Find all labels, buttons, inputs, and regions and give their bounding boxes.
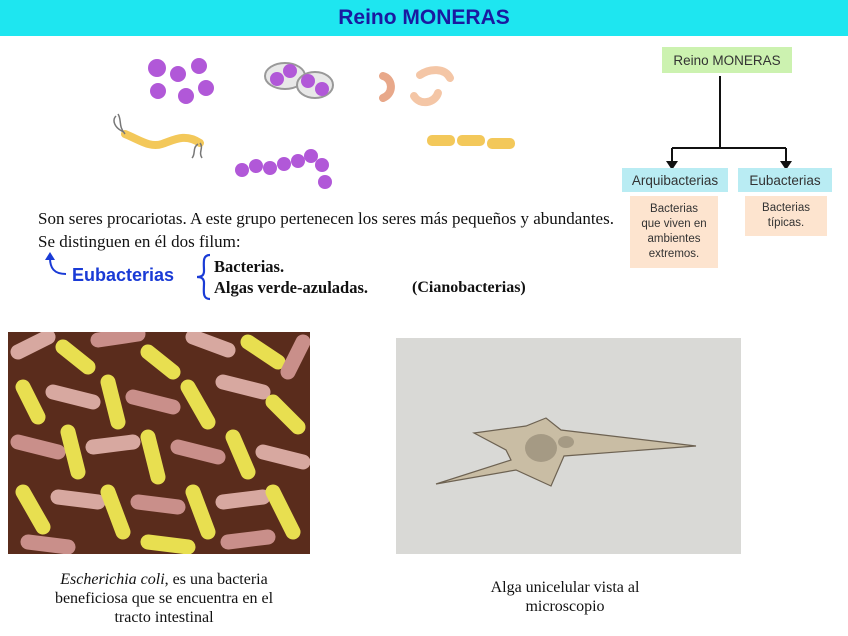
diagram-box-arquibacterias xyxy=(622,168,728,192)
diagram-eubacterias-label: Eubacterias xyxy=(749,172,821,188)
ecoli-caption xyxy=(14,570,314,627)
alga-caption-line-2: microscopio xyxy=(525,598,605,615)
desc-line: que viven en xyxy=(641,218,707,230)
desc-line: Bacterias xyxy=(650,203,698,215)
filum-item-algas: Algas verde-azuladas. xyxy=(214,278,368,297)
desc-line: típicas. xyxy=(767,217,805,229)
page-title: Reino MONERAS xyxy=(338,6,510,29)
ecoli-species: Escherichia coli xyxy=(60,571,165,588)
brace-icon xyxy=(194,253,214,301)
bacilli-chain-icon xyxy=(427,135,515,149)
cianobacterias-note: (Cianobacterias) xyxy=(412,279,526,296)
diagram-connectors xyxy=(600,70,840,180)
diagram-desc-eubacterias xyxy=(745,196,827,236)
desc-line: ambientes xyxy=(647,233,701,245)
alga-caption xyxy=(440,578,690,616)
spirillum-icon xyxy=(114,114,202,158)
filum-item-bacterias: Bacterias. xyxy=(214,257,285,276)
desc-line: Bacterias xyxy=(762,202,810,214)
intro-paragraph: Son seres procariotas. A este grupo pertenecen los seres más pequeños y abundantes. Se distinguen en él dos filum: xyxy=(38,209,614,251)
ecoli-caption-line-2: beneficiosa que se encuentra en el xyxy=(54,590,274,607)
streptococci-icon xyxy=(235,149,332,189)
filum-list xyxy=(214,256,368,298)
alga-caption-line-1: Alga unicelular vista al xyxy=(490,579,640,596)
ecoli-caption-line-3: tracto intestinal xyxy=(114,609,214,626)
desc-line: extremos. xyxy=(648,248,700,260)
title-bar xyxy=(0,0,848,36)
alga-micrograph-image xyxy=(396,338,741,554)
diagram-root-box xyxy=(662,47,792,73)
eubacterias-label: Eubacterias xyxy=(72,265,175,285)
diagram-arquibacterias-label: Arquibacterias xyxy=(631,172,719,188)
bacteria-illustrations xyxy=(100,48,520,198)
diagram-desc-arquibacterias xyxy=(630,196,718,268)
alga-micrograph xyxy=(396,338,741,554)
cocci-cluster-icon xyxy=(148,58,214,104)
vibrio-icon xyxy=(383,70,450,102)
ecoli-micrograph xyxy=(8,332,310,554)
ecoli-micrograph-image xyxy=(8,332,310,554)
diagram-root-label: Reino MONERAS xyxy=(673,52,781,68)
diagram-box-eubacterias xyxy=(738,168,832,192)
ecoli-caption-line-1: , es una bacteria xyxy=(164,571,268,588)
curved-arrow-icon xyxy=(42,250,72,280)
diplococci-icon xyxy=(265,63,333,98)
